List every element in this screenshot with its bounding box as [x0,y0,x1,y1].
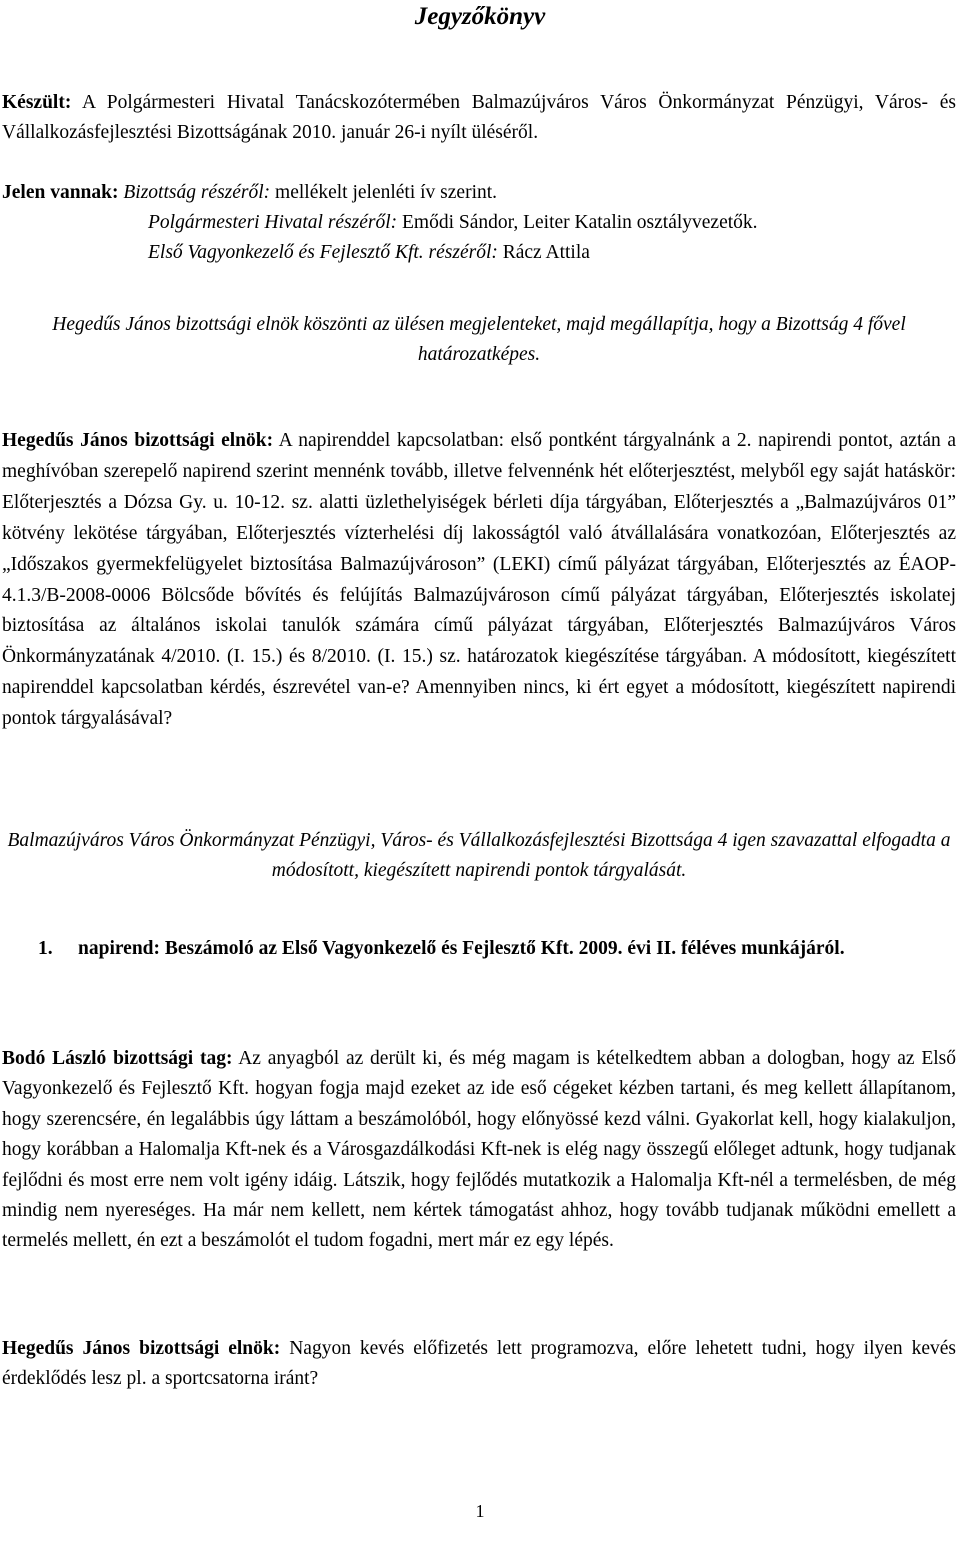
bodo-text: Az anyagból az derült ki, és még magam is kételkedtem abban a dologban, hogy az Első Vagyonkezelő és Fejlesztő Kft. hogyan fogja majd ezeket az ide eső cégeket kézben tartani, és meg kellett állapítanom, hogy szerencsére, én legalábbis úgy láttam a beszámolóból, hogy előnyössé kezd válni. Gyakorlat kell, hogy kialakuljon, hogy korábban a Halomalja Kft-nek és a Városgazdálkodási Kft-nek is elég nagy összegű előleget adtunk, hogy tudjanak fejlődni és most erre nem volt igény idáig. Látszik, hogy fejlődés mutatkozik a Halomalja Kft-nél a termelésben, de még mindig nem nyereséges. Ha már nem kellett, nem kértek támogatást ahhoz, hogy tovább tudjanak működni emellett a termelés mellett, én ezt a beszámolót el tudom fogadni, mert már ez egy lépés. [2,1048,956,1252]
bodo-paragraph [2,1044,956,1257]
chair-closing-text: Nagyon kevés előfizetés lett programozva, előre lehetett tudni, hogy ilyen kevés érdeklődés lesz pl. a sportcsatorna iránt? [2,1338,957,1389]
keszult-text: A Polgármesteri Hivatal Tanácskozótermében Balmazújváros Város Önkormányzat Pénzügyi, Város- és Vállalkozásfejlesztési Bizottságának 2010. január 26-i nyílt üléséről. [2,92,956,143]
attendance-committee-label: Bizottság részéről: [123,182,271,203]
attendance-line-3 [2,238,956,268]
attendance-company-text: Rácz Attila [497,242,590,263]
attendance-office-text: Emődi Sándor, Leiter Katalin osztályvezetők. [397,212,758,233]
opening-statement: Hegedűs János bizottsági elnök köszönti az ülésen megjelenteket, majd megállapítja, hogy a Bizottság 4 fővel határozatképes. [52,314,906,365]
document-title: Jegyzőkönyv [414,3,546,30]
agenda-item-1 [2,934,956,998]
keszult-label: Készült: [2,92,72,113]
bodo-label: Bodó László bizottsági tag: [2,1048,233,1069]
keszult-paragraph [2,88,956,148]
attendance-company-label: Első Vagyonkezelő és Fejlesztő Kft. részéről: [148,242,498,263]
attendance-line-1 [2,178,956,208]
agenda-item-title: napirend: Beszámoló az Első Vagyonkezelő és Fejlesztő Kft. 2009. évi II. féléves munkájáról. [78,938,845,959]
chair-closing-paragraph [2,1334,956,1394]
chair-agenda-text: A napirenddel kapcsolatban: első pontként tárgyalnánk a 2. napirendi pontot, aztán a meghívóban szerepelő napirend szerint mennénk tovább, illetve felvennénk hét előterjesztést, melyből egy saját hatáskör: Előterjesztés a Dózsa Gy. u. 10-12. sz. alatti üzlethelyiségek bérleti díja tárgyában, Előterjesztés a „Balmazújváros 01” kötvény lekötése tárgyában, Előterjesztés vízterhelési díj lakosságtól való átvállalására vonatkozóan, Előterjesztés az „Időszakos gyermekfelügyelet biztosítása Balmazújvároson” (LEKI) című pályázat tárgyában, Előterjesztés az ÉAOP-4.1.3/B-2008-0006 Bölcsőde bővítés és felújítás Balmazújvároson című pályázat tárgyában, Előterjesztés iskolatej biztosítása az általános iskolai tanulók számára című pályázat tárgyában, Előterjesztés Balmazújváros Város Önkormányzatának 4/2010. (I. 15.) és 8/2010. (I. 15.) sz. határozatok kiegészítése tárgyában. A módosított, kiegészített napirenddel kapcsolatban kérdés, észrevétel van-e? Amennyiben nincs, ki ért egyet a módosított, kiegészített napirendi pontok tárgyalásával? [2,430,957,730]
agenda-item-number: 1. [38,938,53,959]
chair-closing-label: Hegedűs János bizottsági elnök: [2,1338,281,1359]
attendance-committee-text: mellékelt jelenléti ív szerint. [270,182,498,203]
chair-agenda-paragraph [2,426,956,735]
attendance-office-label: Polgármesteri Hivatal részéről: [148,212,398,233]
attendance-section [2,178,956,268]
page-number: 1 [475,1501,485,1521]
attendance-label: Jelen vannak: [2,182,119,203]
committee-decision: Balmazújváros Város Önkormányzat Pénzügyi, Város- és Vállalkozásfejlesztési Bizottsága 4 igen szavazattal elfogadta a módosított, kiegészített napirendi pontok tárgyalását. [7,830,951,881]
chair-agenda-label: Hegedűs János bizottsági elnök: [2,430,274,451]
attendance-line-2 [2,208,956,238]
